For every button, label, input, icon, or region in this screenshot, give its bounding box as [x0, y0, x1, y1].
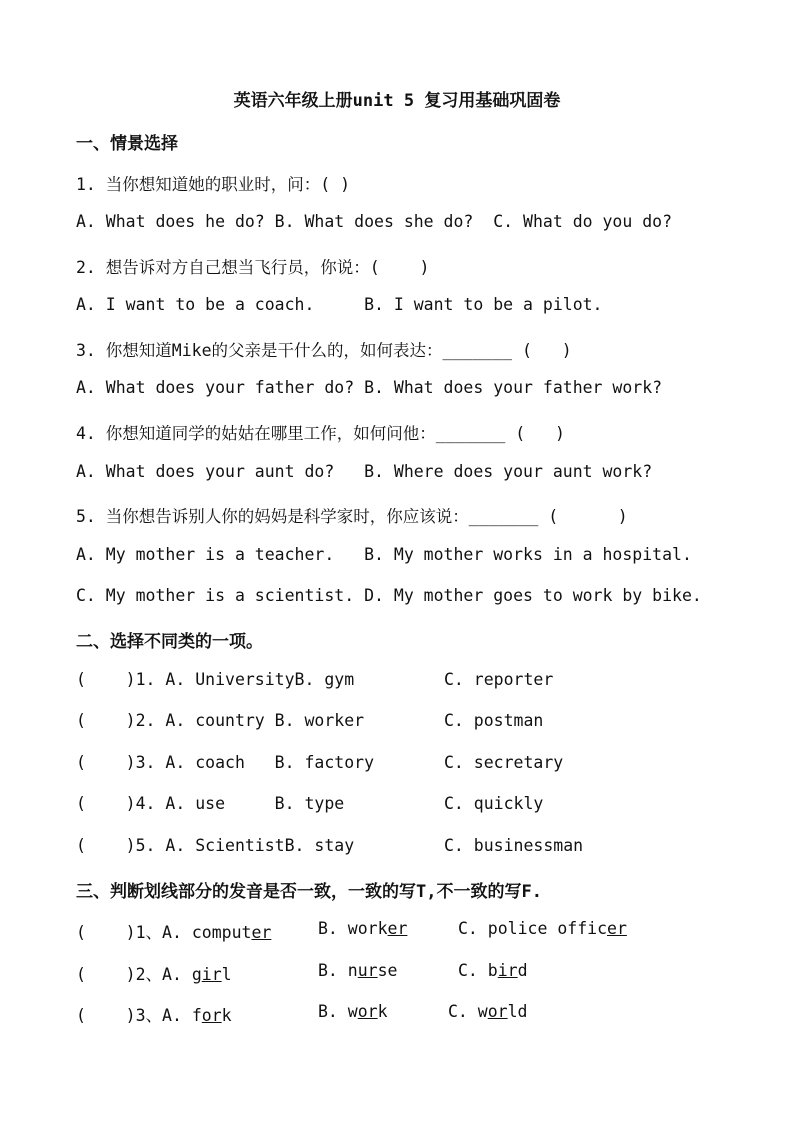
list-item-option-c: C. postman	[444, 711, 544, 730]
question-2: 2. 想告诉对方自己想当飞行员，你说：( )	[76, 258, 430, 277]
question-4-options: A. What does your aunt do? B. Where does your aunt work?	[76, 462, 653, 481]
underlined-sound: or	[201, 1006, 222, 1025]
question-5-options-2: C. My mother is a scientist. D. My mother goes to work by bike.	[76, 586, 702, 605]
list-item-option-c: C. businessman	[444, 836, 584, 855]
list-item: ( )5. A. ScientistB. stay	[76, 836, 355, 855]
underlined-sound: er	[387, 919, 408, 938]
underlined-sound: er	[251, 923, 272, 942]
list-item-option-c: C. reporter	[444, 670, 554, 689]
underlined-sound: or	[487, 1002, 508, 1021]
list-item-option-c: C. world	[448, 1002, 528, 1021]
question-3: 3. 你想知道Mike的父亲是干什么的，如何表达：_______ ( )	[76, 341, 572, 360]
section3-heading: 三、判断划线部分的发音是否一致，一致的写T,不一致的写F.	[76, 882, 542, 902]
underlined-sound: ir	[497, 961, 518, 980]
list-item-option-b: B. work	[318, 1002, 388, 1021]
underlined-sound: ur	[357, 961, 378, 980]
section1-heading: 一、情景选择	[76, 134, 178, 154]
list-item: ( )2、A. girl	[76, 965, 232, 984]
list-item: ( )3. A. coach B. factory	[76, 753, 375, 772]
page-title: 英语六年级上册unit 5 复习用基础巩固卷	[233, 91, 561, 111]
section2-heading: 二、选择不同类的一项。	[76, 632, 263, 652]
underlined-sound: ir	[201, 965, 222, 984]
list-item: ( )4. A. use B. type	[76, 794, 345, 813]
list-item-option-b: B. worker	[318, 919, 408, 938]
list-item-option-c: C. police officer	[458, 919, 627, 938]
underlined-sound: er	[607, 919, 627, 938]
underlined-sound: or	[357, 1002, 378, 1021]
question-5: 5. 当你想告诉别人你的妈妈是科学家时，你应该说：_______ ( )	[76, 507, 628, 526]
list-item: ( )1. A. UniversityB. gym	[76, 670, 355, 689]
list-item-option-c: C. quickly	[444, 794, 544, 813]
question-1: 1. 当你想知道她的职业时，问：( )	[76, 175, 351, 194]
list-item: ( )3、A. fork	[76, 1006, 232, 1025]
list-item-option-c: C. secretary	[444, 753, 564, 772]
list-item: ( )1、A. computer	[76, 923, 272, 942]
list-item-option-c: C. bird	[458, 961, 528, 980]
question-5-options-1: A. My mother is a teacher. B. My mother works in a hospital.	[76, 545, 692, 564]
question-2-options: A. I want to be a coach. B. I want to be a pilot.	[76, 295, 603, 314]
question-1-options: A. What does he do? B. What does she do? C. What do you do?	[76, 212, 673, 231]
list-item: ( )2. A. country B. worker	[76, 711, 365, 730]
question-4: 4. 你想知道同学的姑姑在哪里工作，如何问他：_______ ( )	[76, 424, 565, 443]
question-3-options: A. What does your father do? B. What does your father work?	[76, 378, 663, 397]
list-item-option-b: B. nurse	[318, 961, 398, 980]
